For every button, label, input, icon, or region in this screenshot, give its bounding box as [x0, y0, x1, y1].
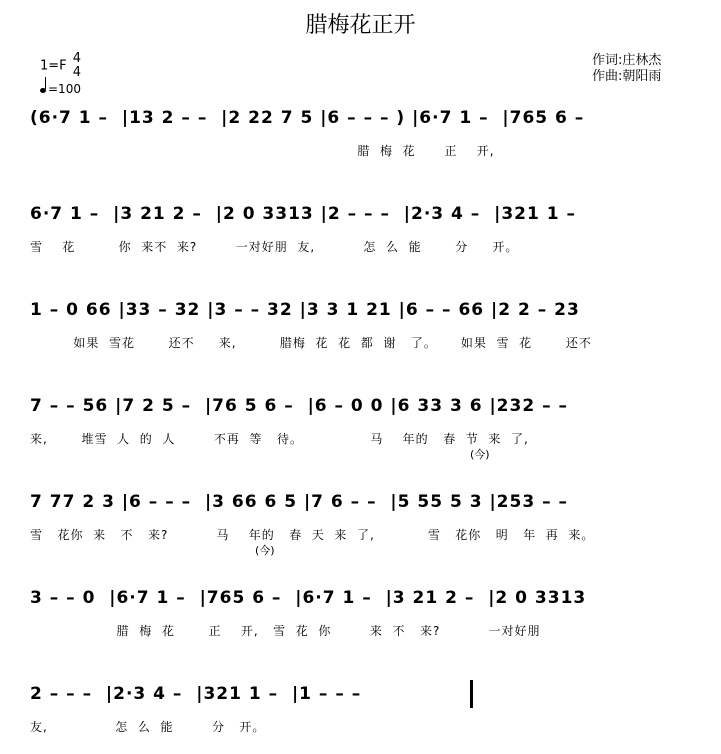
time-signature [73, 52, 81, 80]
song-title: 腊梅花正开 [305, 13, 416, 38]
lyrics-line: 腊 梅 花 正 开, [30, 144, 495, 158]
credits [592, 53, 661, 85]
lyrics-line: 腊 梅 花 正 开, 雪 花 你 来 不 来? 一对好朋 [30, 624, 541, 638]
lyricist: 作词:庄林杰 [592, 53, 662, 68]
notes-line: 2 – – – |2·3 4 – |321 1 – |1 – – – [30, 684, 376, 704]
final-barline [470, 680, 473, 708]
notes-line: (6·7 1 – |13 2 – – |2 22 7 5 |6 – – – ) |6·7 1 – |765 6 – [30, 108, 592, 128]
time-bottom: 4 [72, 65, 82, 80]
annotation-jin: (今) [470, 448, 490, 461]
lyrics-line: 友, 怎 么 能 分 开。 [30, 720, 266, 734]
tempo-marking [40, 82, 81, 96]
tempo-value: =100 [48, 82, 81, 96]
notes-line: 7 – – 56 |7 2 5 – |76 5 6 – |6 – 0 0 |6 33 3 6 |232 – – [30, 396, 582, 416]
time-top: 4 [72, 51, 82, 66]
notes-line: 1 – 0 66 |33 – 32 |3 – – 32 |3 3 1 21 |6 – – 66 |2 2 – 23 [30, 300, 587, 320]
lyrics-line: 雪 花你 来 不 来? 马 年的 春 天 来 了, 雪 花你 明 年 再 来。 [30, 528, 595, 542]
composer: 作曲:朝阳雨 [592, 69, 662, 84]
key-signature [40, 52, 81, 80]
key-tonic: 1=F [40, 58, 67, 74]
quarter-note-icon [40, 88, 46, 93]
annotation-jin: (今) [255, 544, 275, 557]
notes-line: 3 – – 0 |6·7 1 – |765 6 – |6·7 1 – |3 21 2 – |2 0 3313 [30, 588, 594, 608]
notes-line: 7 77 2 3 |6 – – – |3 66 6 5 |7 6 – – |5 55 5 3 |253 – – [30, 492, 582, 512]
lyrics-line: 如果 雪花 还不 来, 腊梅 花 花 都 谢 了。 如果 雪 花 还不 [30, 336, 592, 350]
lyrics-line: 雪 花 你 来不 来? 一对好朋 友, 怎 么 能 分 开。 [30, 240, 519, 254]
notes-line: 6·7 1 – |3 21 2 – |2 0 3313 |2 – – – |2·3 4 – |321 1 – [30, 204, 590, 224]
lyrics-line: 来, 堆雪 人 的 人 不再 等 待。 马 年的 春 节 来 了, [30, 432, 529, 446]
